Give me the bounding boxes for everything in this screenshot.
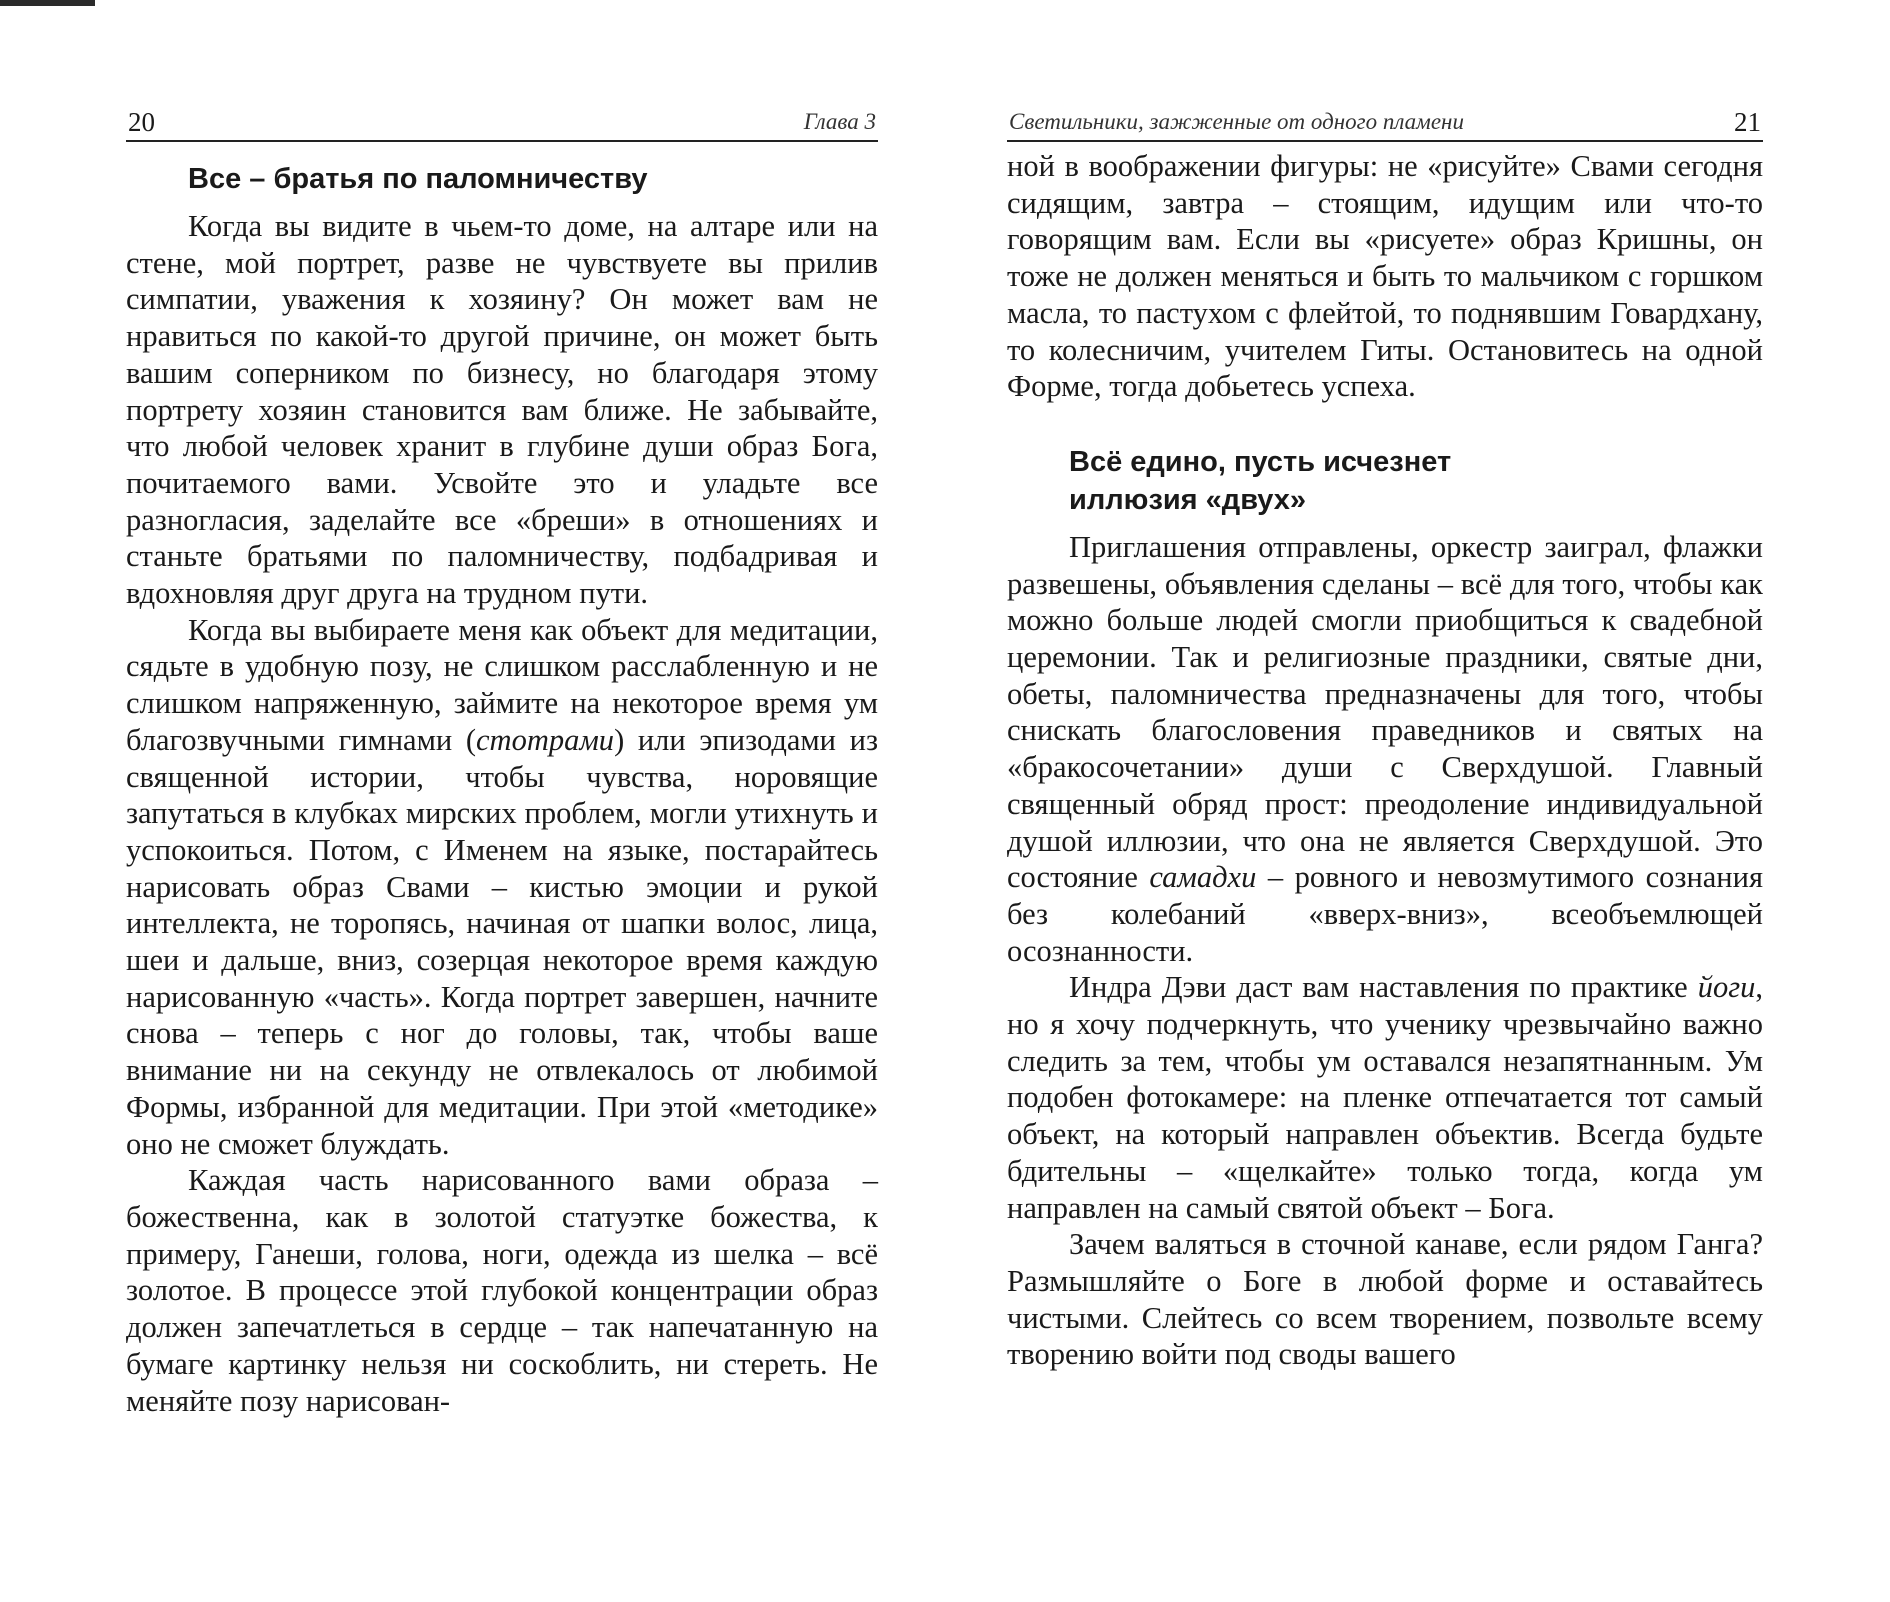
right-running-head: [1007, 100, 1763, 142]
right-running-title: Светильники, зажженные от одного пламени: [1009, 109, 1464, 134]
paragraph: Когда вы видите в чьем-то доме, на алтаре или на стене, мой портрет, разве не чувствуете вы прилив симпатии, уважения к хозяину? Он может вам не нравиться по какой-то другой причине, он может быть вашим соперником по бизнесу, но благодаря этому портрету хозяин становится вам ближе. Не забывайте, что любой человек хранит в глубине души образ Бога, почитаемого вами. Усвойте это и уладьте все разногласия, заделайте все «бреши» в отношениях и станьте братьями по паломничеству, подбадривая и вдохновляя друг друга на трудном пути.: [126, 209, 878, 611]
right-page-number: 21: [1734, 107, 1761, 137]
section-heading-unity: [1069, 443, 1763, 519]
left-running-head: [126, 100, 878, 142]
italic-term-yoga: йоги: [1697, 970, 1756, 1005]
left-page-number: 20: [128, 107, 155, 137]
paragraph: Зачем валяться в сточной канаве, если рядом Ганга? Размышляйте о Боге в любой форме и оставайтесь чистыми. Слейтесь со всем творением, позвольте всему творению войти под своды вашего: [1007, 1227, 1763, 1372]
paragraph: Приглашения отправлены, оркестр заиграл, флажки развешены, объявления сделаны – всё для того, чтобы как можно больше людей смогли приобщиться к свадебной церемонии. Так и религиозные праздники, святые дни, обеты, паломничества предназначены для того, чтобы снискать благословения праведников и святых на «бракосочетании» души с Сверхдушой. Главный священный обряд прост: преодоление индивидуальной душой иллюзии, что она не является Сверхдушой. Это состояние самадхи – ровного и невозмутимого сознания без колебаний «вверх-вниз», всеобъемлющей осознанности.: [1007, 529, 1763, 968]
left-running-title: Глава 3: [803, 109, 876, 134]
scan-corner-mark: [0, 0, 95, 6]
right-body-text: [1007, 148, 1763, 405]
continuation-paragraph: ной в воображении фигуры: не «рисуйте» Свами сегодня сидящим, завтра – стоящим, идущим или что-то говорящим вам. Если вы «рисуете» образ Кришны, он тоже не должен меняться и быть то мальчиком с горшком масла, то пастухом с флейтой, то поднявшим Говардхану, то колесничим, учителем Гиты. Остановитесь на одной Форме, тогда добьетесь успеха.: [1007, 149, 1763, 404]
section-heading-pilgrimage: Все – братья по паломничеству: [188, 163, 648, 195]
paragraph: Каждая часть нарисованного вами образа – божественна, как в золотой статуэтке божества, к примеру, Ганеши, голова, ноги, одежда из шелка – всё золотое. В процессе этой глубокой концентрации образ должен запечатлеться в сердце – так напечатанную на бумаге картинку нельзя ни соскоблить, ни стереть. Не меняйте позу нарисован-: [126, 1163, 878, 1418]
paragraph: Когда вы выбираете меня как объект для медитации, сядьте в удобную позу, не слишком расслабленную и не слишком напряженную, займите на некоторое время ум благозвучными гимнами (стотрами) или эпизодами из священной истории, чтобы чувства, норовящие запутаться в клубках мирских проблем, могли утихнуть и успокоиться. Потом, с Именем на языке, постарайтесь нарисовать образ Свами – кистью эмоции и рукой интеллекта, не торопясь, начиная от шапки волос, лица, шеи и дальше, вниз, созерцая некоторое время каждую нарисованную «часть». Когда портрет завершен, начните снова – теперь с ног до головы, так, чтобы ваше внимание ни на секунду не отвлекалось от любимой Формы, избранной для медитации. При этой «методике» оно не сможет блуждать.: [126, 612, 879, 1161]
paragraph: Индра Дэви даст вам наставления по практике йоги, но я хочу подчеркнуть, что ученику чрезвычайно важно следить за тем, чтобы ум оставался незапятнанным. Ум подобен фотокамере: на пленке отпечатается тот самый объект, на который направлен объектив. Всегда будьте бдительны – «щелкайте» только тогда, когда ум направлен на самый святой объект – Бога.: [1007, 970, 1763, 1225]
heading-line: иллюзия «двух»: [1069, 483, 1307, 516]
right-page: [1007, 100, 1763, 1590]
italic-term-samadhi: самадхи: [1149, 860, 1257, 895]
right-body-text-2: [1007, 529, 1763, 1373]
left-page: [126, 100, 878, 1590]
heading-line: Всё едино, пусть исчезнет: [1069, 445, 1452, 478]
italic-term-stotras: стотрами: [476, 722, 615, 757]
left-body-text: [126, 208, 878, 1419]
